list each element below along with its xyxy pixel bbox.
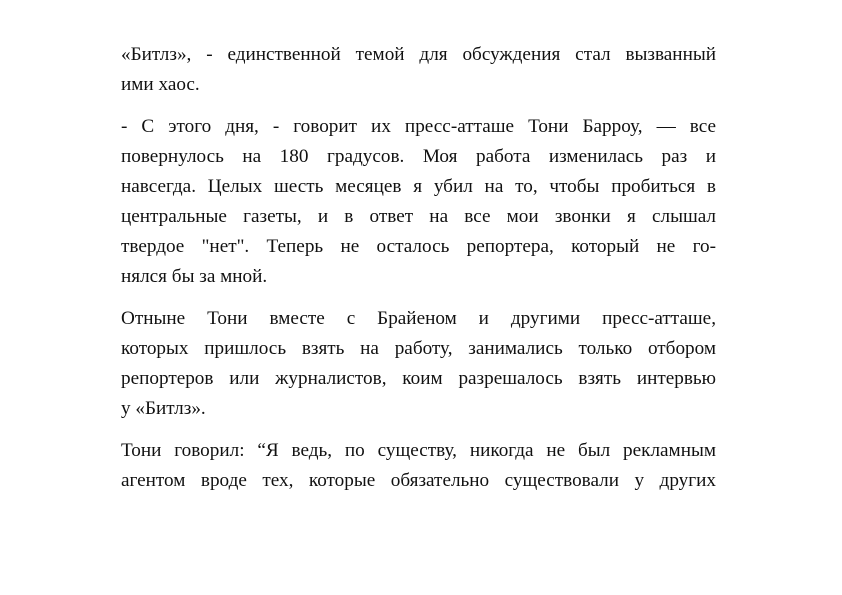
text-line: - С этого дня, - говорит их пресс-атташе Тони Барроу, — все xyxy=(121,116,716,137)
text-line: репортеров или журналистов, коим разрешалось взять интервью xyxy=(121,368,716,389)
text-line: навсегда. Целых шесть месяцев я убил на то, чтобы пробиться в xyxy=(121,176,716,197)
text-line: Тони говорил: “Я ведь, по существу, никогда не был рекламным xyxy=(121,440,716,461)
text-line: повернулось на 180 градусов. Моя работа изменилась раз и xyxy=(121,146,716,167)
text-line: центральные газеты, и в ответ на все мои звонки я слышал xyxy=(121,206,716,227)
paragraph xyxy=(121,112,716,292)
text-column xyxy=(121,40,716,508)
text-line: твердое "нет". Теперь не осталось репортера, который не го- xyxy=(121,236,716,257)
text-line: нялся бы за мной. xyxy=(121,266,268,287)
paragraph xyxy=(121,304,716,424)
paragraph xyxy=(121,40,716,100)
text-line: агентом вроде тех, которые обязательно существовали у других xyxy=(121,470,716,491)
text-line: которых пришлось взять на работу, занимались только отбором xyxy=(121,338,716,359)
text-line: у «Битлз». xyxy=(121,398,206,419)
text-line: ими хаос. xyxy=(121,74,200,95)
text-line: Отныне Тони вместе с Брайеном и другими пресс-атташе, xyxy=(121,308,716,329)
paragraph xyxy=(121,436,716,496)
text-line: «Битлз», - единственной темой для обсуждения стал вызванный xyxy=(121,44,716,65)
